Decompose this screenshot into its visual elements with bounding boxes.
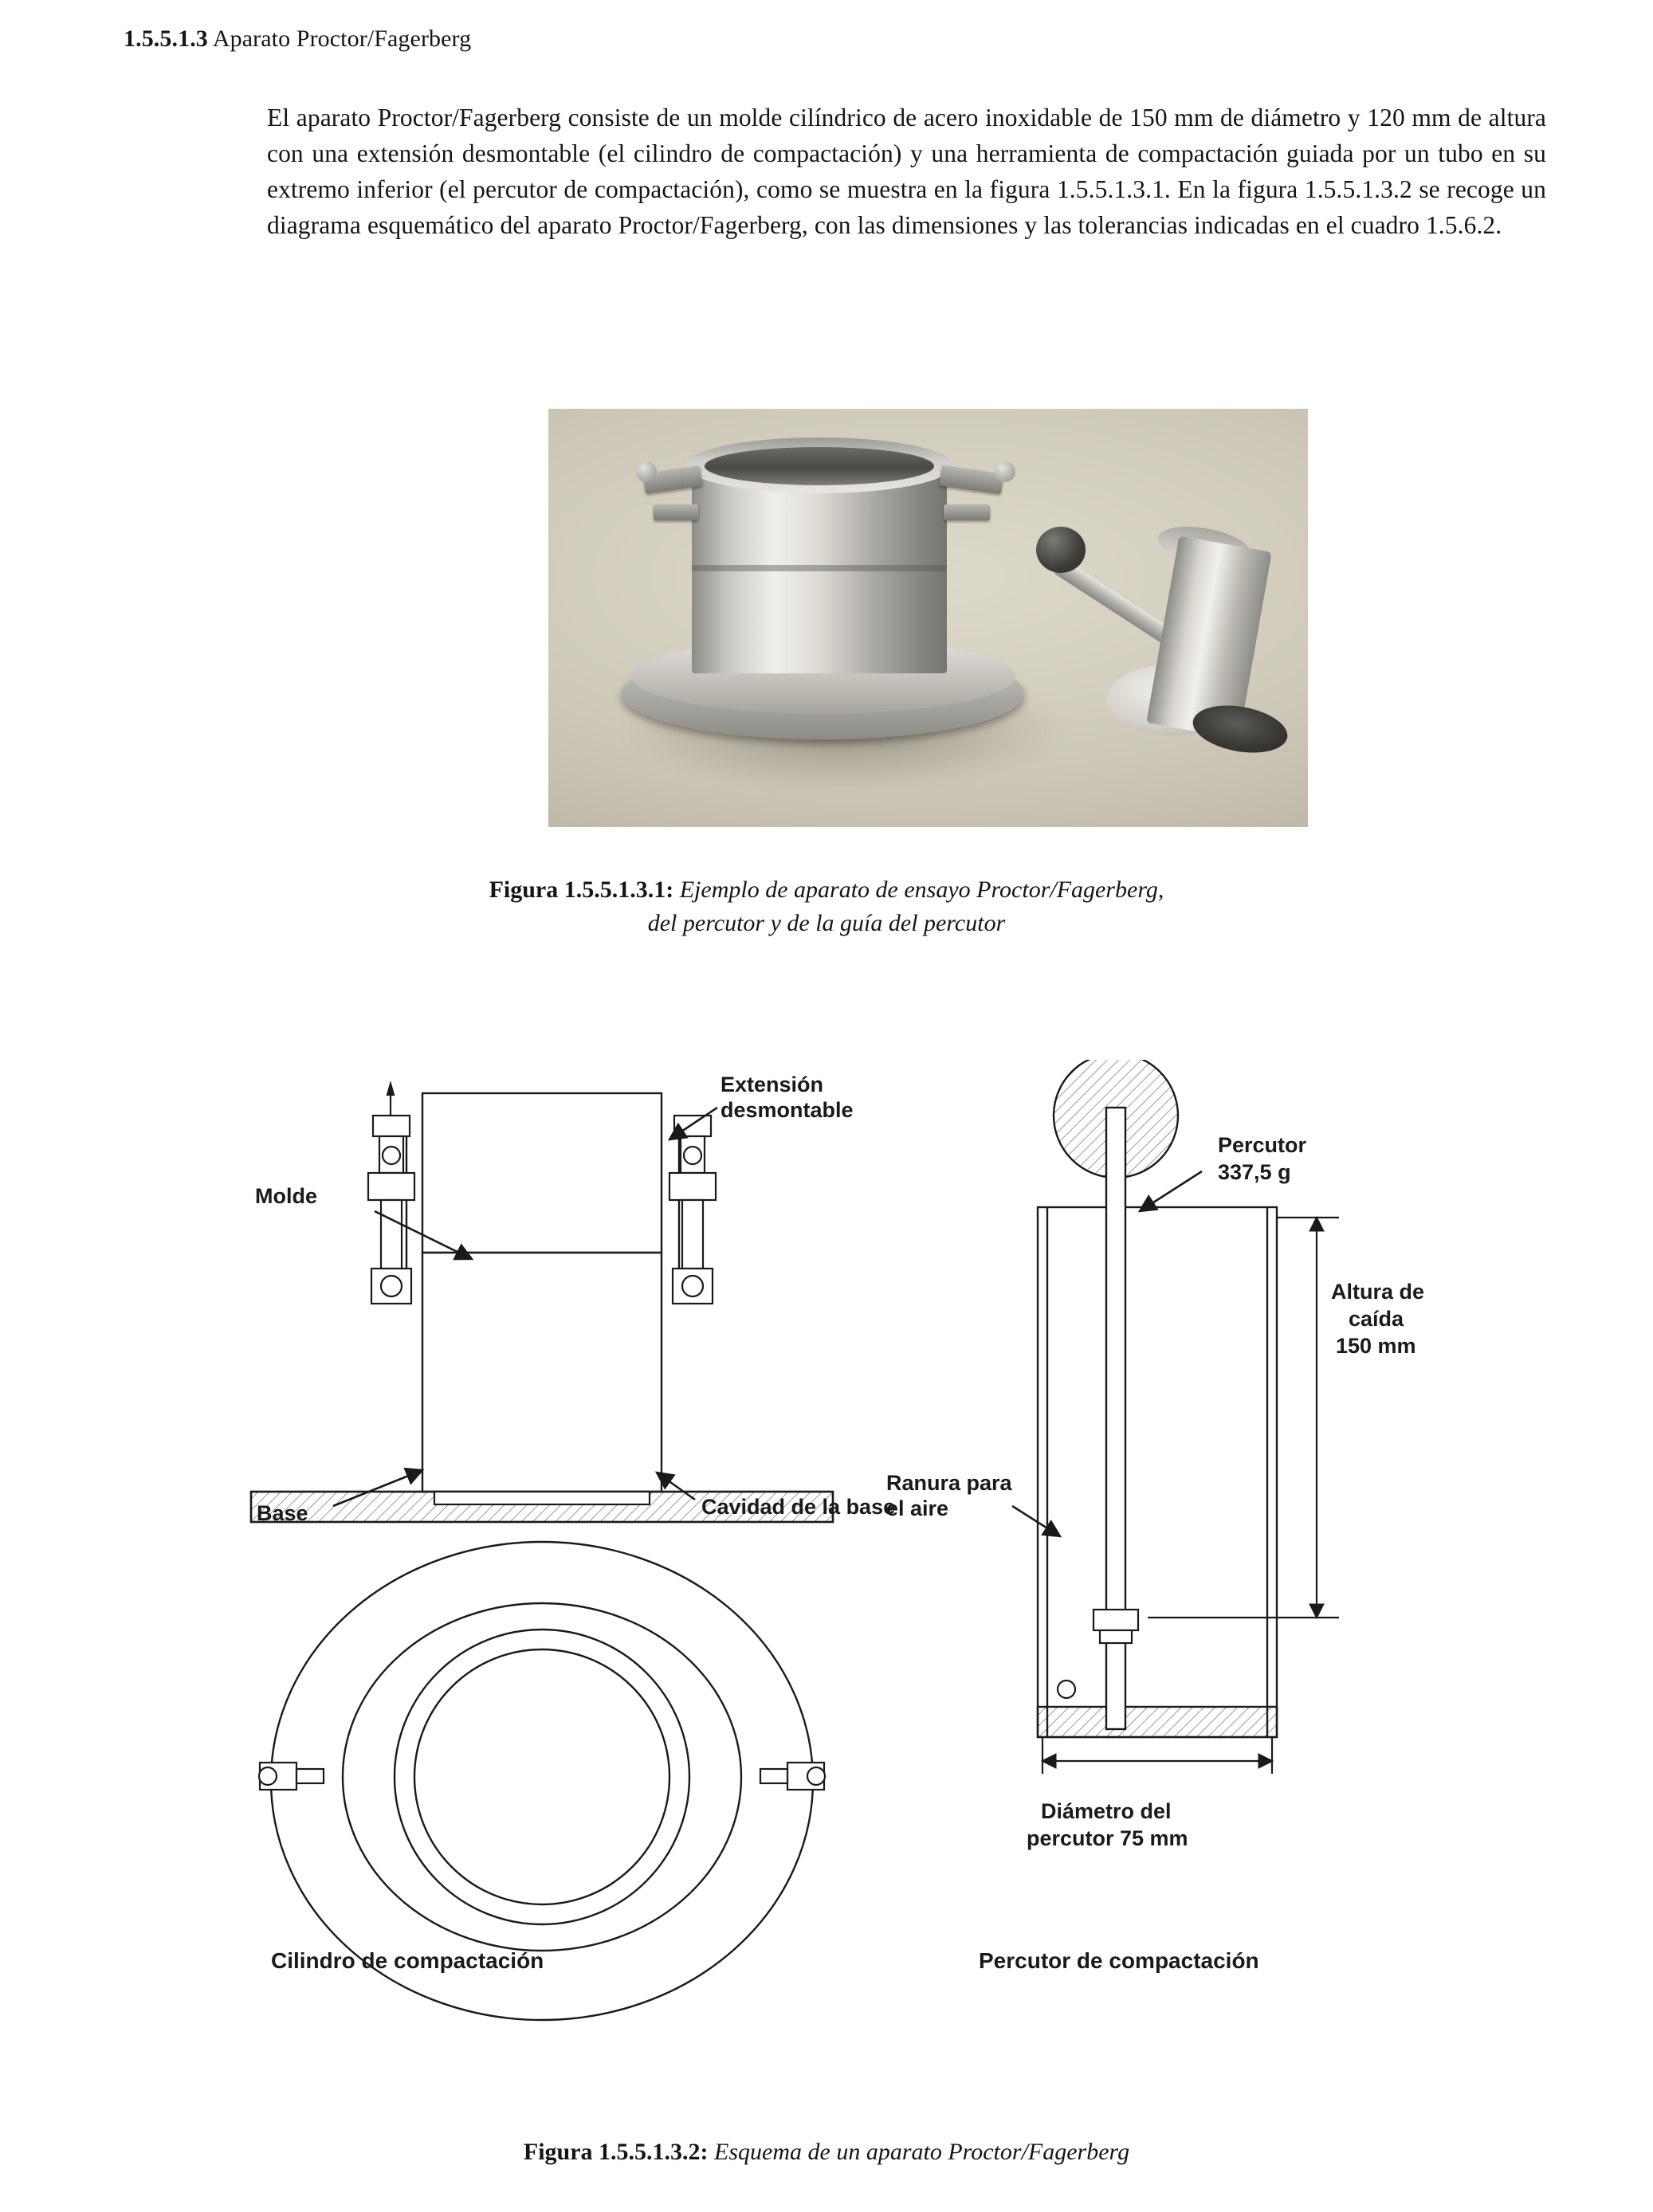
mold-seam [692, 565, 947, 571]
label-diametro-line1: Diámetro del [1041, 1799, 1172, 1823]
label-molde: Molde [255, 1184, 317, 1208]
label-diametro-line2: percutor 75 mm [1027, 1826, 1188, 1850]
figure-1-caption-line-2: del percutor y de la guía del percutor [647, 910, 1006, 936]
label-percutor-line1: Percutor [1218, 1133, 1307, 1157]
figure-2-caption [269, 2136, 1384, 2169]
figure-1-caption-text: Ejemplo de aparato de ensayo Proctor/Fagerberg, [673, 877, 1164, 903]
label-ranura-line2: el aire [886, 1496, 949, 1520]
section-number: 1.5.5.1.3 [124, 25, 208, 52]
label-extension-line1: Extensión [720, 1073, 824, 1096]
rammer-head [1036, 527, 1086, 573]
label-altura-line2: caída [1349, 1307, 1404, 1331]
figure-2-caption-text: Esquema de un aparato Proctor/Fagerberg [708, 2139, 1130, 2165]
mold-clamp-right-lower [944, 504, 990, 520]
section-heading [124, 24, 1558, 54]
figure-2-caption-label: Figura 1.5.5.1.3.2: [523, 2139, 709, 2165]
label-cilindro-compactacion: Cilindro de compactación [271, 1948, 544, 1973]
label-percutor-compactacion: Percutor de compactación [979, 1948, 1259, 1973]
mold-clamp-knob-right [995, 461, 1015, 482]
mold-rim-inner [705, 447, 934, 485]
figure-schematic-proctor-apparatus [239, 1060, 1482, 2112]
figure-photo-proctor-apparatus [548, 409, 1308, 827]
clamp-right [669, 1116, 716, 1304]
section-title: Aparato Proctor/Fagerberg [212, 25, 472, 52]
figure-1-caption-label: Figura 1.5.5.1.3.1: [489, 877, 674, 903]
label-extension-line2: desmontable [720, 1098, 854, 1122]
body-paragraph: El aparato Proctor/Fagerberg consiste de un molde cilíndrico de acero inoxidable de 150 mm de diámetro y 120 mm de altura con una extensión desmontable (el cilindro de compactación) y una herramienta de compactación guiada por un tubo en su extremo inferior (el percutor de compactación), como se muestra en la figura 1.5.5.1.3.1. En la figura 1.5.5.1.3.2 se recoge un diagrama esquemático del aparato Proctor/Fagerberg, con las dimensiones y las tolerancias indicadas en el cuadro 1.5.6.2. [267, 104, 1546, 239]
mold-clamp-knob-left [636, 461, 657, 482]
mold-clamp-left-lower [654, 504, 698, 520]
label-altura-line1: Altura de [1331, 1280, 1425, 1304]
figure-1-caption-line-1 [269, 873, 1384, 907]
clamp-left [368, 1084, 414, 1304]
label-ranura-line1: Ranura para [886, 1471, 1012, 1495]
label-altura-line3: 150 mm [1336, 1334, 1416, 1358]
figure-1-caption [269, 873, 1384, 940]
label-base: Base [257, 1501, 308, 1525]
label-percutor-line2: 337,5 g [1218, 1160, 1291, 1184]
label-cavidad: Cavidad de la base [701, 1495, 896, 1519]
